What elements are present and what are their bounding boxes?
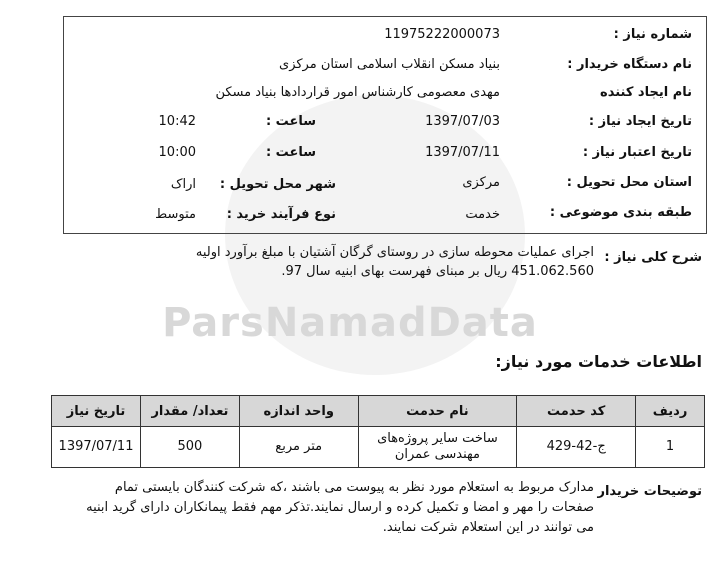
cell-name: ساخت سایر پروژه‌های مهندسی عمران <box>358 427 517 468</box>
valid-time-label: ساعت : <box>265 145 316 160</box>
creator-label: نام ایجاد کننده <box>600 85 692 100</box>
notes-label: توضیحات خریدار <box>597 484 702 499</box>
creator-value: مهدی معصومی کارشناس امور قراردادها بنیاد مسکن <box>215 85 500 100</box>
created-date-value: 1397/07/03 <box>425 114 500 129</box>
category-value: خدمت <box>465 207 500 222</box>
created-time-label: ساعت : <box>265 114 316 129</box>
watermark-text: ParsNamadData <box>162 300 538 346</box>
description-label: شرح کلی نیاز : <box>604 250 702 265</box>
cell-code: ج-42-429 <box>517 427 636 468</box>
notes-text: مدارک مربوط به استعلام مورد نظر به پیوست می باشند ،که شرکت کنندگان بایستی تمام صفحات را مهر و امضا و تکمیل کرده و ارسال نمایند.تذکر مهم فقط پیمانکاران دارای گرید ابنیه می توانند در این استعلام شرکت نمایند. <box>86 480 594 535</box>
process-value: متوسط <box>155 207 196 222</box>
col-name-header: نام حدمت <box>358 396 517 427</box>
cell-qty: 500 <box>141 427 240 468</box>
province-label: استان محل تحویل : <box>566 175 692 190</box>
table-header-row <box>52 396 705 427</box>
created-date-label: تاریخ ایجاد نیاز : <box>588 114 692 129</box>
col-date-header: تاریخ نیاز <box>52 396 141 427</box>
city-label: شهر محل تحویل : <box>219 177 336 192</box>
col-code-header: کد حدمت <box>517 396 636 427</box>
valid-date-value: 1397/07/11 <box>425 145 500 160</box>
need-number-label: شماره نیاز : <box>613 27 692 42</box>
cell-row: 1 <box>636 427 705 468</box>
cell-unit: متر مربع <box>239 427 358 468</box>
description-text: اجرای عملیات محوطه سازی در روستای گرگان آشتیان با مبلغ برآورد اولیه 451.062.560 ریال بر مبنای فهرست بهای ابنیه سال 97. <box>195 245 594 279</box>
need-number-value: 11975222000073 <box>384 27 500 42</box>
created-time-value: 10:42 <box>158 114 196 129</box>
table-row <box>52 427 705 468</box>
services-table <box>51 395 705 468</box>
col-qty-header: تعداد/ مقدار <box>141 396 240 427</box>
services-title: اطلاعات خدمات مورد نیاز: <box>495 352 702 371</box>
buyer-value: بنیاد مسکن انقلاب اسلامی استان مرکزی <box>279 57 500 72</box>
need-info-box <box>63 16 707 234</box>
valid-time-value: 10:00 <box>158 145 196 160</box>
province-value: مرکزی <box>462 175 500 190</box>
city-value: اراک <box>170 177 196 192</box>
col-row-header: ردیف <box>636 396 705 427</box>
category-label: طبقه بندی موضوعی : <box>549 205 692 220</box>
cell-date: 1397/07/11 <box>52 427 141 468</box>
valid-date-label: تاریخ اعتبار نیاز : <box>582 145 692 160</box>
buyer-label: نام دستگاه خریدار : <box>567 57 692 72</box>
process-label: نوع فرآیند خرید : <box>226 207 336 222</box>
col-unit-header: واحد اندازه <box>239 396 358 427</box>
